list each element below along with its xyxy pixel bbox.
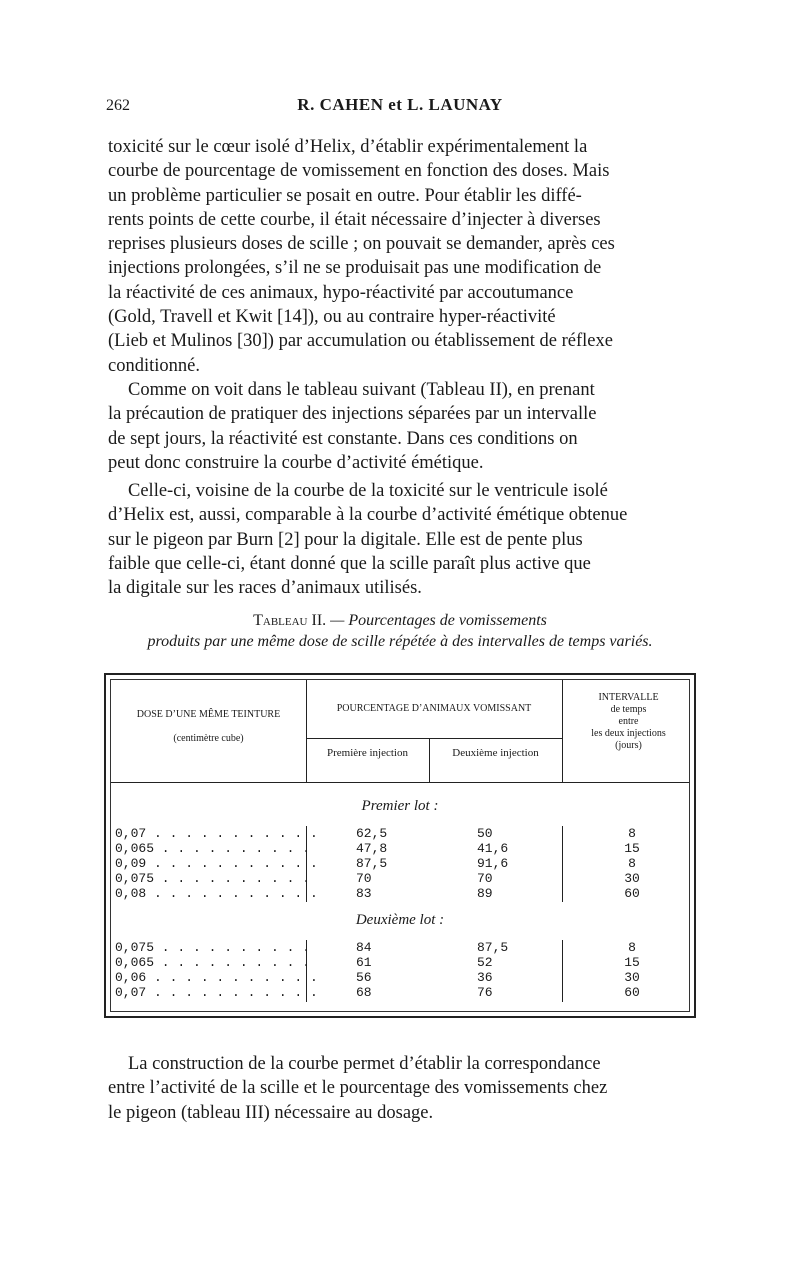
first-injection-cell: 56 xyxy=(356,970,372,985)
second-injection-cell: 41,6 xyxy=(477,841,509,856)
p1-line: rents points de cette courbe, il était nécessaire d’injecter à diverses xyxy=(108,209,601,230)
table-row xyxy=(111,841,689,857)
first-injection-cell: 83 xyxy=(356,886,372,901)
table-row xyxy=(111,970,689,986)
col-interval-header xyxy=(562,692,695,752)
first-injection-cell: 61 xyxy=(356,955,372,970)
dose-cell: 0,09 . . . . . . . . . . . xyxy=(115,856,318,871)
dose-cell: 0,08 . . . . . . . . . . . xyxy=(115,886,318,901)
dose-cell: 0,065 . . . . . . . . . . xyxy=(115,955,311,970)
second-injection-cell: 89 xyxy=(477,886,493,901)
lot2-label: Deuxième lot : xyxy=(355,912,445,928)
p1-line: un problème particulier se posait en outre. Pour établir les diffé- xyxy=(108,185,582,206)
second-injection-cell: 70 xyxy=(477,871,493,886)
second-injection-cell: 36 xyxy=(477,970,493,985)
caption-title: — Pourcentages de vomissements xyxy=(326,612,547,629)
table-row xyxy=(111,985,689,1001)
closing-line: le pigeon (tableau III) nécessaire au dosage. xyxy=(108,1102,434,1123)
dose-cell: 0,065 . . . . . . . . . . xyxy=(115,841,311,856)
interval-cell: 8 xyxy=(628,856,636,871)
second-injection-cell: 91,6 xyxy=(477,856,509,871)
caption-label: Tableau II. xyxy=(253,612,327,629)
first-injection-cell: 70 xyxy=(356,871,372,886)
interval-cell: 60 xyxy=(624,886,640,901)
p1-line: conditionné. xyxy=(108,355,200,376)
closing-text xyxy=(108,1052,696,1125)
second-injection-cell: 87,5 xyxy=(477,940,509,955)
second-injection-cell: 50 xyxy=(477,826,493,841)
p1-line: injections prolongées, s’il ne se produisait pas une modification de xyxy=(108,258,602,279)
dose-cell: 0,075 . . . . . . . . . . xyxy=(115,871,311,886)
body-text xyxy=(108,135,696,601)
interval-cell: 8 xyxy=(628,826,636,841)
dose-cell: 0,06 . . . . . . . . . . . xyxy=(115,970,318,985)
lot1-label: Premier lot : xyxy=(361,798,439,814)
interval-h1: INTERVALLE xyxy=(598,692,659,703)
second-injection-cell: 52 xyxy=(477,955,493,970)
interval-cell: 60 xyxy=(624,985,640,1000)
table-row xyxy=(111,955,689,971)
p2-line: Comme on voit dans le tableau suivant (Tableau II), en prenant xyxy=(128,379,595,400)
p2-line: la précaution de pratiquer des injections séparées par un intervalle xyxy=(108,404,597,425)
col-dose-sub: (centimètre cube) xyxy=(173,733,244,744)
p2-line: de sept jours, la réactivité est constante. Dans ces conditions on xyxy=(108,428,578,449)
p1-line: (Lieb et Mulinos [30]) par accumulation ou établissement de réflexe xyxy=(108,331,613,352)
interval-h2: de temps xyxy=(610,704,647,715)
p3-line: la digitale sur les races d’animaux utilisés. xyxy=(108,578,422,599)
p2-line: peut donc construire la courbe d’activité émétique. xyxy=(108,452,484,473)
interval-cell: 8 xyxy=(628,940,636,955)
data-table xyxy=(104,673,696,1018)
p3-line: faible que celle-ci, étant donné que la scille paraît plus active que xyxy=(108,554,591,575)
dose-cell: 0,075 . . . . . . . . . . xyxy=(115,940,311,955)
p1-line: reprises plusieurs doses de scille ; on pouvait se demander, après ces xyxy=(108,234,615,255)
first-injection-cell: 84 xyxy=(356,940,372,955)
first-injection-cell: 62,5 xyxy=(356,826,388,841)
p1-line: courbe de pourcentage de vomissement en fonction des doses. Mais xyxy=(108,161,610,182)
second-injection-cell: 76 xyxy=(477,985,493,1000)
table-row xyxy=(111,856,689,872)
p3-line: Celle-ci, voisine de la courbe de la toxicité sur le ventricule isolé xyxy=(128,481,608,502)
interval-cell: 30 xyxy=(624,871,640,886)
interval-cell: 30 xyxy=(624,970,640,985)
first-injection-cell: 47,8 xyxy=(356,841,388,856)
p3-line: d’Helix est, aussi, comparable à la courbe d’activité émétique obtenue xyxy=(108,505,628,526)
table-caption xyxy=(100,610,700,652)
table-row xyxy=(111,826,689,842)
col-percent-header: POURCENTAGE D’ANIMAUX VOMISSANT xyxy=(336,703,532,714)
interval-h3: entre xyxy=(618,716,639,727)
table-row xyxy=(111,886,689,902)
page-number: 262 xyxy=(106,97,130,114)
running-title: R. CAHEN et L. LAUNAY xyxy=(297,95,503,114)
interval-cell: 15 xyxy=(624,841,640,856)
caption-line-1 xyxy=(100,610,700,631)
table-row xyxy=(111,871,689,887)
dose-cell: 0,07 . . . . . . . . . . . xyxy=(115,985,318,1000)
first-injection-cell: 87,5 xyxy=(356,856,388,871)
p1-line: toxicité sur le cœur isolé d’Helix, d’établir expérimentalement la xyxy=(108,137,588,157)
table-inner xyxy=(110,679,690,1012)
col-dose-header: DOSE D’UNE MÊME TEINTURE xyxy=(136,709,281,720)
interval-h4: les deux injections xyxy=(591,728,666,739)
p1-line: (Gold, Travell et Kwit [14]), ou au contraire hyper-réactivité xyxy=(108,307,556,328)
table-row xyxy=(111,940,689,956)
interval-cell: 15 xyxy=(624,955,640,970)
col-first-injection: Première injection xyxy=(327,747,408,759)
p1-line: la réactivité de ces animaux, hypo-réactivité par accoutumance xyxy=(108,282,574,303)
caption-line-2: produits par une même dose de scille répétée à des intervalles de temps variés. xyxy=(147,633,653,650)
closing-line: entre l’activité de la scille et le pourcentage des vomissements chez xyxy=(108,1078,608,1099)
first-injection-cell: 68 xyxy=(356,985,372,1000)
p3-line: sur le pigeon par Burn [2] pour la digitale. Elle est de pente plus xyxy=(108,529,583,550)
interval-h5: (jours) xyxy=(615,740,642,751)
col-second-injection: Deuxième injection xyxy=(452,747,539,759)
dose-cell: 0,07 . . . . . . . . . . . xyxy=(115,826,318,841)
closing-line: La construction de la courbe permet d’établir la correspondance xyxy=(128,1054,601,1074)
